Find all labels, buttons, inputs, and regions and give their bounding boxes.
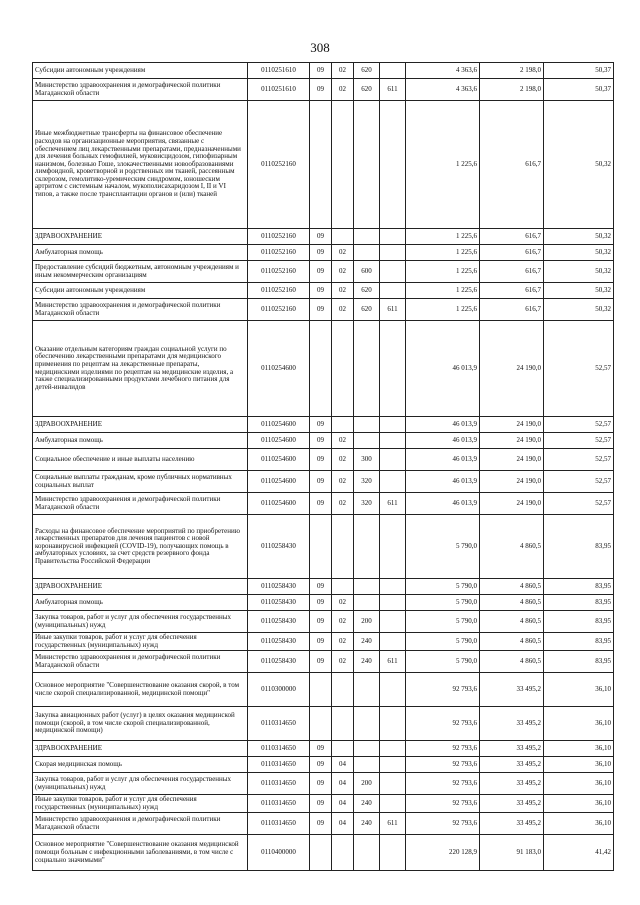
row-plan-amount: 92 793,6 [406,741,480,757]
row-section: 09 [310,449,332,471]
row-admin-code [380,611,406,633]
table-row [33,79,614,101]
row-expense-type [354,595,380,611]
row-expense-type: 200 [354,611,380,633]
row-section: 09 [310,813,332,835]
row-code: 0110314650 [248,707,310,741]
row-fact-amount: 616,7 [480,245,544,261]
row-plan-amount: 46 013,9 [406,433,480,449]
row-fact-amount: 33 495,2 [480,795,544,813]
row-percent: 50,32 [544,299,614,321]
row-expense-type: 620 [354,299,380,321]
row-subsection [332,417,354,433]
row-expense-type: 320 [354,493,380,515]
row-admin-code: 611 [380,79,406,101]
table-row [33,595,614,611]
table-row [33,835,614,871]
row-plan-amount: 5 790,0 [406,633,480,651]
row-expense-type [354,757,380,773]
row-admin-code: 611 [380,813,406,835]
row-expense-type [354,835,380,871]
table-row [33,261,614,283]
row-code: 0110254600 [248,493,310,515]
row-section [310,515,332,579]
row-subsection: 02 [332,433,354,449]
table-row [33,673,614,707]
row-name: Скорая медицинская помощь [33,757,248,773]
row-expense-type: 300 [354,449,380,471]
row-fact-amount: 4 860,5 [480,633,544,651]
row-percent: 50,32 [544,245,614,261]
table-row [33,707,614,741]
row-expense-type [354,515,380,579]
row-percent: 52,57 [544,321,614,417]
row-name: Социальное обеспечение и иные выплаты населению [33,449,248,471]
row-expense-type: 240 [354,633,380,651]
table-row [33,633,614,651]
row-name: Оказание отдельным категориям граждан социальной услуги по обеспечению лекарственными препаратами для медицинского применения по рецептам на лекарственные препараты, медицинскими изделиями по рецептам на медицинские изделия, а также специализированными продуктами лечебного питания для детей-инвалидов [33,321,248,417]
row-percent: 50,37 [544,79,614,101]
row-fact-amount: 616,7 [480,101,544,229]
row-code: 0110254600 [248,471,310,493]
row-section: 09 [310,611,332,633]
row-subsection: 02 [332,283,354,299]
row-admin-code [380,673,406,707]
row-percent: 36,10 [544,741,614,757]
row-percent: 50,32 [544,101,614,229]
row-admin-code [380,417,406,433]
row-subsection: 02 [332,79,354,101]
row-name: ЗДРАВООХРАНЕНИЕ [33,741,248,757]
row-code: 0110252160 [248,261,310,283]
row-fact-amount: 24 190,0 [480,471,544,493]
row-code: 0110254600 [248,321,310,417]
table-row [33,299,614,321]
row-percent: 83,95 [544,579,614,595]
row-percent: 52,57 [544,471,614,493]
row-admin-code: 611 [380,299,406,321]
row-admin-code [380,245,406,261]
row-name: Закупка товаров, работ и услуг для обеспечения государственных (муниципальных) нужд [33,611,248,633]
row-name: Предоставление субсидий бюджетным, автономным учреждениям и иным некоммерческим организациям [33,261,248,283]
row-admin-code: 611 [380,651,406,673]
row-subsection: 02 [332,633,354,651]
table-row [33,773,614,795]
table-row [33,471,614,493]
table-row [33,579,614,595]
row-percent: 50,32 [544,229,614,245]
row-subsection: 02 [332,63,354,79]
row-percent: 36,10 [544,813,614,835]
row-subsection: 02 [332,449,354,471]
row-subsection: 04 [332,813,354,835]
row-fact-amount: 4 860,5 [480,651,544,673]
row-subsection: 02 [332,651,354,673]
row-code: 0110258430 [248,611,310,633]
row-plan-amount: 1 225,6 [406,283,480,299]
row-section [310,101,332,229]
row-plan-amount: 1 225,6 [406,299,480,321]
row-admin-code [380,773,406,795]
row-section: 09 [310,433,332,449]
row-fact-amount: 33 495,2 [480,757,544,773]
row-code: 0110258430 [248,651,310,673]
row-name: Амбулаторная помощь [33,595,248,611]
row-admin-code [380,741,406,757]
row-name: Министерство здравоохранения и демографической политики Магаданской области [33,651,248,673]
row-code: 0110254600 [248,433,310,449]
row-section: 09 [310,633,332,651]
row-code: 0110252160 [248,229,310,245]
row-percent: 83,95 [544,611,614,633]
row-name: Амбулаторная помощь [33,433,248,449]
row-code: 0110251610 [248,63,310,79]
table-row [33,493,614,515]
row-percent: 36,10 [544,795,614,813]
row-plan-amount: 46 013,9 [406,321,480,417]
row-plan-amount: 46 013,9 [406,417,480,433]
row-expense-type [354,579,380,595]
row-percent: 52,57 [544,417,614,433]
row-subsection [332,579,354,595]
row-subsection: 04 [332,757,354,773]
row-fact-amount: 2 198,0 [480,79,544,101]
table-row [33,611,614,633]
row-plan-amount: 92 793,6 [406,757,480,773]
row-subsection [332,515,354,579]
row-admin-code [380,515,406,579]
row-admin-code [380,579,406,595]
budget-table [32,62,614,871]
row-expense-type: 240 [354,795,380,813]
row-subsection [332,321,354,417]
row-subsection: 02 [332,261,354,283]
row-fact-amount: 24 190,0 [480,493,544,515]
row-subsection: 02 [332,471,354,493]
row-percent: 50,37 [544,63,614,79]
row-code: 0110258430 [248,515,310,579]
table-row [33,813,614,835]
table-row [33,757,614,773]
row-subsection [332,101,354,229]
row-plan-amount: 5 790,0 [406,651,480,673]
table-body [33,63,614,871]
table-row [33,229,614,245]
row-fact-amount: 616,7 [480,229,544,245]
row-name: Министерство здравоохранения и демографической политики Магаданской области [33,493,248,515]
row-expense-type [354,673,380,707]
row-expense-type: 240 [354,813,380,835]
page-number: 308 [310,40,330,55]
row-fact-amount: 33 495,2 [480,813,544,835]
row-plan-amount: 5 790,0 [406,611,480,633]
row-plan-amount: 92 793,6 [406,795,480,813]
row-plan-amount: 5 790,0 [406,579,480,595]
row-code: 0110258430 [248,633,310,651]
row-subsection: 02 [332,611,354,633]
row-name: Основное мероприятие "Совершенствование оказания скорой, в том числе скорой специализированной, медицинской помощи" [33,673,248,707]
row-subsection: 02 [332,493,354,515]
row-admin-code [380,471,406,493]
row-admin-code [380,633,406,651]
row-fact-amount: 33 495,2 [480,673,544,707]
row-plan-amount: 5 790,0 [406,595,480,611]
row-admin-code [380,795,406,813]
row-fact-amount: 33 495,2 [480,741,544,757]
row-code: 0110300000 [248,673,310,707]
row-code: 0110314650 [248,813,310,835]
row-admin-code [380,101,406,229]
row-subsection [332,835,354,871]
row-code: 0110314650 [248,773,310,795]
row-fact-amount: 33 495,2 [480,773,544,795]
row-expense-type [354,707,380,741]
row-fact-amount: 4 860,5 [480,611,544,633]
row-percent: 36,10 [544,707,614,741]
row-subsection [332,673,354,707]
table-row [33,741,614,757]
row-fact-amount: 4 860,5 [480,515,544,579]
row-section: 09 [310,63,332,79]
row-expense-type: 620 [354,283,380,299]
row-code: 0110258430 [248,579,310,595]
row-fact-amount: 24 190,0 [480,321,544,417]
row-admin-code [380,595,406,611]
row-name: Иные межбюджетные трансферты на финансовое обеспечение расходов на организационные мероприятия, связанные с обеспечением лиц лекарственными препаратами, предназначенными для лечения больных гемофилией, муковисцидозом, гипофизарным нанизмом, болезнью Гоше, злокачественными новообразованиями лимфоидной, кроветворной и родственных им тканей, рассеянным склерозом, гемолитико-уремическим синдромом, юношеским артритом с системным началом, мукополисахаридозом I, II и VI типов, а также после трансплантации органов и (или) тканей [33,101,248,229]
row-section: 09 [310,283,332,299]
row-subsection [332,741,354,757]
row-section: 09 [310,773,332,795]
row-percent: 83,95 [544,595,614,611]
table-row [33,795,614,813]
row-percent: 50,32 [544,261,614,283]
table-row [33,433,614,449]
row-expense-type [354,433,380,449]
row-expense-type: 620 [354,79,380,101]
row-expense-type [354,101,380,229]
row-fact-amount: 2 198,0 [480,63,544,79]
row-admin-code [380,321,406,417]
row-code: 0110314650 [248,757,310,773]
row-section: 09 [310,471,332,493]
row-admin-code [380,707,406,741]
row-section [310,835,332,871]
row-fact-amount: 4 860,5 [480,579,544,595]
table-row [33,515,614,579]
row-fact-amount: 33 495,2 [480,707,544,741]
table-row [33,101,614,229]
row-percent: 36,10 [544,673,614,707]
row-plan-amount: 92 793,6 [406,673,480,707]
row-section: 09 [310,245,332,261]
row-subsection: 04 [332,795,354,813]
row-fact-amount: 4 860,5 [480,595,544,611]
row-code: 0110254600 [248,449,310,471]
row-expense-type [354,741,380,757]
row-fact-amount: 24 190,0 [480,449,544,471]
row-section: 09 [310,757,332,773]
row-admin-code [380,433,406,449]
row-plan-amount: 46 013,9 [406,493,480,515]
row-name: Закупка товаров, работ и услуг для обеспечения государственных (муниципальных) нужд [33,773,248,795]
row-code: 0110254600 [248,417,310,433]
row-code: 0110252160 [248,245,310,261]
row-plan-amount: 1 225,6 [406,245,480,261]
row-subsection: 02 [332,299,354,321]
row-admin-code [380,63,406,79]
row-code: 0110252160 [248,299,310,321]
row-code: 0110251610 [248,79,310,101]
row-subsection: 04 [332,773,354,795]
row-admin-code [380,757,406,773]
table-row [33,321,614,417]
row-fact-amount: 616,7 [480,283,544,299]
row-percent: 36,10 [544,773,614,795]
row-name: Субсидии автономным учреждениям [33,63,248,79]
row-expense-type: 200 [354,773,380,795]
row-admin-code: 611 [380,493,406,515]
row-expense-type: 620 [354,63,380,79]
row-subsection [332,229,354,245]
row-expense-type: 600 [354,261,380,283]
row-name: Иные закупки товаров, работ и услуг для обеспечения государственных (муниципальных) нужд [33,633,248,651]
row-admin-code [380,261,406,283]
row-percent: 50,32 [544,283,614,299]
row-admin-code [380,229,406,245]
row-code: 0110314650 [248,741,310,757]
row-name: Министерство здравоохранения и демографической политики Магаданской области [33,813,248,835]
row-plan-amount: 92 793,6 [406,707,480,741]
row-section: 09 [310,261,332,283]
row-plan-amount: 220 128,9 [406,835,480,871]
row-plan-amount: 1 225,6 [406,101,480,229]
row-percent: 52,57 [544,449,614,471]
row-name: ЗДРАВООХРАНЕНИЕ [33,229,248,245]
table-row [33,63,614,79]
row-subsection: 02 [332,595,354,611]
row-percent: 36,10 [544,757,614,773]
table-row [33,283,614,299]
row-percent: 83,95 [544,651,614,673]
row-name: Министерство здравоохранения и демографической политики Магаданской области [33,299,248,321]
row-name: Субсидии автономным учреждениям [33,283,248,299]
row-expense-type [354,229,380,245]
row-percent: 83,95 [544,633,614,651]
row-percent: 41,42 [544,835,614,871]
row-percent: 83,95 [544,515,614,579]
table-row [33,651,614,673]
row-plan-amount: 92 793,6 [406,773,480,795]
row-fact-amount: 24 190,0 [480,433,544,449]
row-subsection: 02 [332,245,354,261]
row-percent: 52,57 [544,493,614,515]
row-code: 0110314650 [248,795,310,813]
row-name: Министерство здравоохранения и демографической политики Магаданской области [33,79,248,101]
row-section: 09 [310,795,332,813]
row-expense-type: 240 [354,651,380,673]
row-plan-amount: 46 013,9 [406,449,480,471]
row-name: Иные закупки товаров, работ и услуг для обеспечения государственных (муниципальных) нужд [33,795,248,813]
row-section: 09 [310,229,332,245]
row-section [310,321,332,417]
row-section: 09 [310,299,332,321]
row-plan-amount: 1 225,6 [406,261,480,283]
row-plan-amount: 1 225,6 [406,229,480,245]
row-section: 09 [310,493,332,515]
row-plan-amount: 92 793,6 [406,813,480,835]
row-subsection [332,707,354,741]
row-fact-amount: 91 183,0 [480,835,544,871]
row-name: ЗДРАВООХРАНЕНИЕ [33,417,248,433]
row-section: 09 [310,417,332,433]
row-expense-type [354,321,380,417]
row-expense-type [354,417,380,433]
row-name: Закупка авиационных работ (услуг) в целях оказания медицинской помощи (скорой, в том числе скорой специализированной, медицинской помощи) [33,707,248,741]
row-section: 09 [310,741,332,757]
row-code: 0110400000 [248,835,310,871]
table-row [33,449,614,471]
row-expense-type: 320 [354,471,380,493]
row-fact-amount: 24 190,0 [480,417,544,433]
row-code: 0110258430 [248,595,310,611]
table-row [33,417,614,433]
row-percent: 52,57 [544,433,614,449]
row-section: 09 [310,595,332,611]
row-fact-amount: 616,7 [480,261,544,283]
row-name: Расходы на финансовое обеспечение мероприятий по приобретению лекарственных препаратов для лечения пациентов с новой коронавирусной инфекцией (COVID-19), получающих помощь в амбулаторных условиях, за счет средств резервного фонда Правительства Российской Федерации [33,515,248,579]
row-code: 0110252160 [248,101,310,229]
row-plan-amount: 5 790,0 [406,515,480,579]
row-plan-amount: 46 013,9 [406,471,480,493]
row-admin-code [380,449,406,471]
row-plan-amount: 4 363,6 [406,79,480,101]
row-section [310,707,332,741]
row-name: Амбулаторная помощь [33,245,248,261]
row-name: ЗДРАВООХРАНЕНИЕ [33,579,248,595]
table-row [33,245,614,261]
row-section: 09 [310,579,332,595]
row-section [310,673,332,707]
row-plan-amount: 4 363,6 [406,63,480,79]
row-fact-amount: 616,7 [480,299,544,321]
row-name: Основное мероприятие "Совершенствование оказания медицинской помощи больным с инфекционными заболеваниями, в том числе с социально значимыми" [33,835,248,871]
row-admin-code [380,283,406,299]
row-code: 0110252160 [248,283,310,299]
row-section: 09 [310,79,332,101]
row-section: 09 [310,651,332,673]
row-expense-type [354,245,380,261]
row-admin-code [380,835,406,871]
row-name: Социальные выплаты гражданам, кроме публичных нормативных социальных выплат [33,471,248,493]
